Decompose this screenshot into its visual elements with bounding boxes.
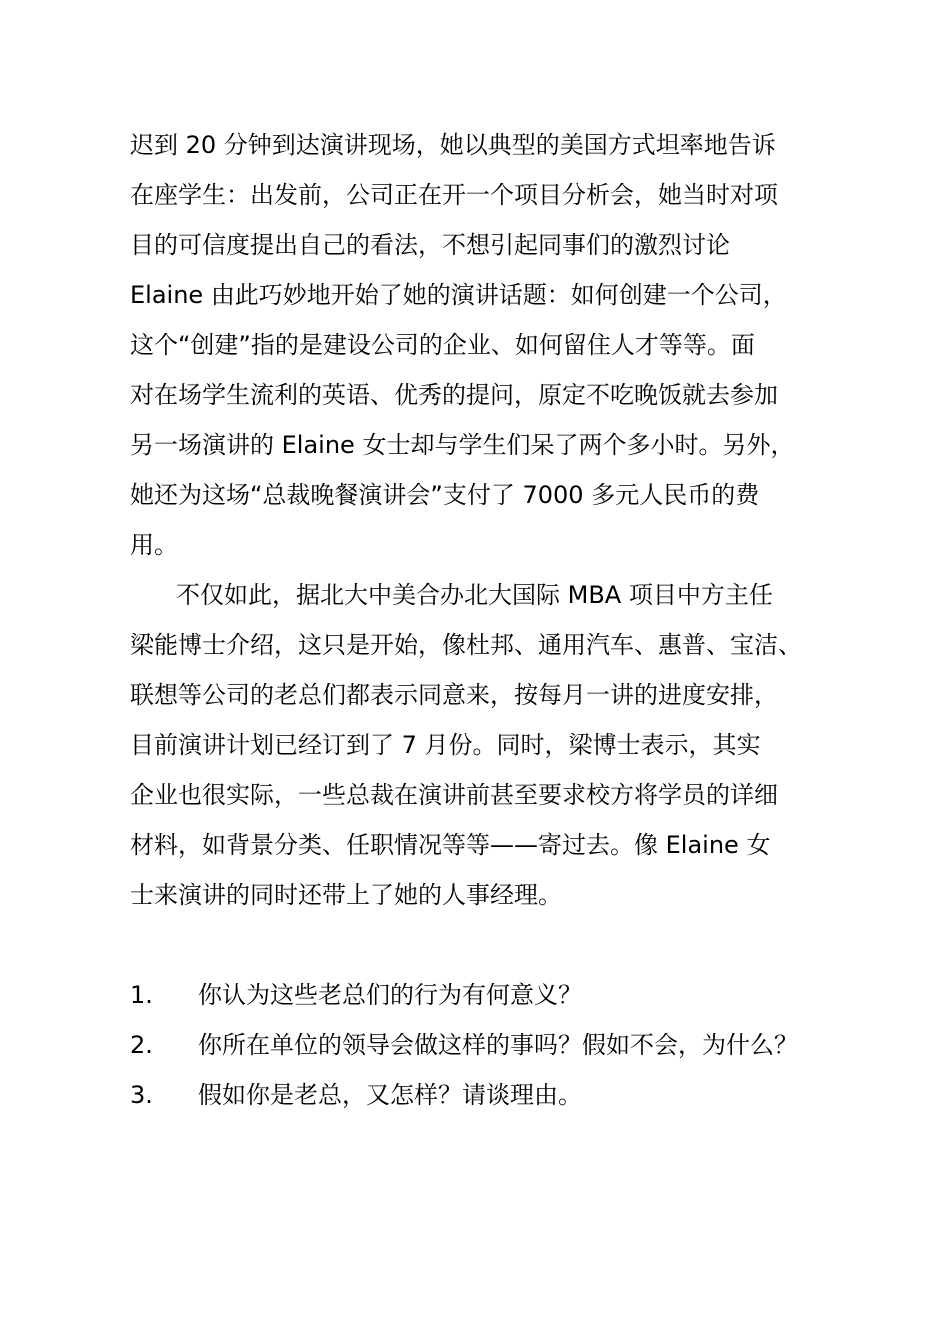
question-number: 3. <box>130 1081 153 1109</box>
paragraph-line: 梁能博士介绍，这只是开始，像杜邦、通用汽车、惠普、宝洁、 <box>130 631 802 659</box>
paragraph-line: 士来演讲的同时还带上了她的人事经理。 <box>130 881 562 909</box>
paragraph-line: 用。 <box>130 531 178 559</box>
paragraph-line: 迟到 20 分钟到达演讲现场，她以典型的美国方式坦率地告诉 <box>130 131 776 159</box>
question-text: 你认为这些老总们的行为有何意义？ <box>198 981 582 1009</box>
paragraph-line: 对在场学生流利的英语、优秀的提问，原定不吃晚饭就去参加 <box>130 381 778 409</box>
paragraph-line: 这个“创建”指的是建设公司的企业、如何留住人才等等。面 <box>130 331 755 359</box>
paragraph-line: 目前演讲计划已经订到了 7 月份。同时，梁博士表示，其实 <box>130 731 761 759</box>
question-number: 1. <box>130 981 153 1009</box>
paragraph-line: Elaine 由此巧妙地开始了她的演讲话题：如何创建一个公司， <box>130 281 787 309</box>
paragraph-line: 企业也很实际，一些总裁在演讲前甚至要求校方将学员的详细 <box>130 781 778 809</box>
paragraph-line: 另一场演讲的 Elaine 女士却与学生们呆了两个多小时。另外， <box>130 431 795 459</box>
paragraph-line: 材料，如背景分类、任职情况等等——寄过去。像 Elaine 女 <box>130 831 771 859</box>
paragraph-line: 不仅如此，据北大中美合办北大国际 MBA 项目中方主任 <box>176 581 773 609</box>
question-text: 假如你是老总，又怎样？请谈理由。 <box>198 1081 582 1109</box>
paragraph-line: 她还为这场“总裁晚餐演讲会”支付了 7000 多元人民币的费 <box>130 481 760 509</box>
question-text: 你所在单位的领导会做这样的事吗？假如不会，为什么？ <box>198 1031 798 1059</box>
paragraph-line: 目的可信度提出自己的看法，不想引起同事们的激烈讨论 <box>130 231 730 259</box>
paragraph-line: 在座学生：出发前，公司正在开一个项目分析会，她当时对项 <box>130 181 778 209</box>
paragraph-line: 联想等公司的老总们都表示同意来，按每月一讲的进度安排， <box>130 681 778 709</box>
question-number: 2. <box>130 1031 153 1059</box>
